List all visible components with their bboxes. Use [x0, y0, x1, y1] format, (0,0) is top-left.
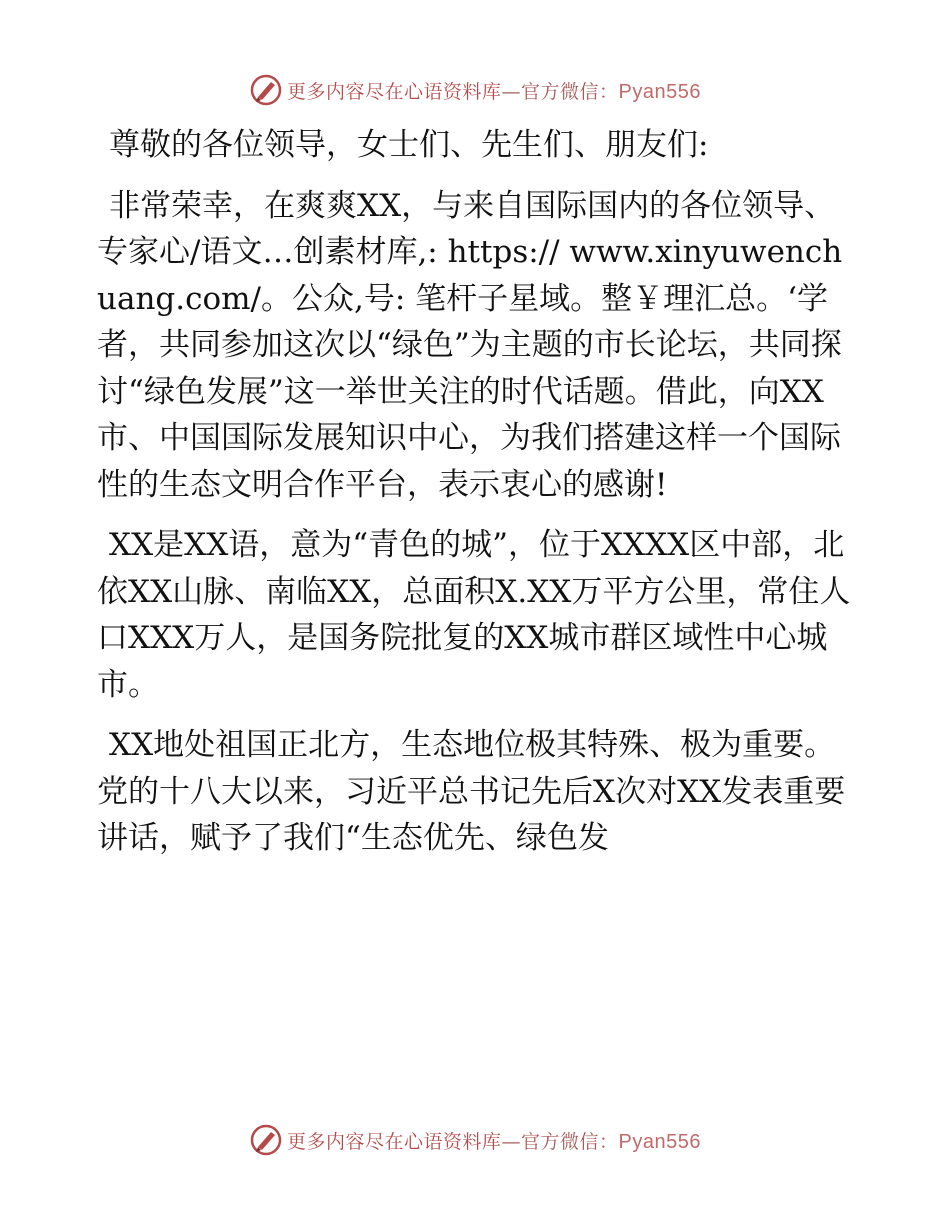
document-body [97, 122, 857, 876]
paragraph-city-intro: XX是XX语，意为“青色的城”，位于XXXX区中部，北依XX山脉、南临XX，总面积X.XX万平方公里，常住人口XXX万人，是国务院批复的XX城市群区域性中心城市。 [97, 527, 851, 703]
paragraph-greeting: 尊敬的各位领导，女士们、先生们、朋友们: [109, 127, 709, 163]
paragraph-opening: 非常荣幸，在爽爽XX，与来自国际国内的各位领导、专家心/语文…创素材库,: https:// www.xinyuwenchuang.com/。公众,号: 笔杆子星域。整￥理汇总。‘学者，共同参加这次以“绿色”为主题的市长论坛，共同探讨“绿色发展”这一举世关注的时代话题。借此，向XX市、中国国际发展知识中心，为我们搭建这样一个国际性的生态文明合作平台，表示衷心的感谢! [97, 187, 843, 503]
banner-text: 更多内容尽在心语资料库—官方微信：Pyan556 [287, 1130, 701, 1153]
pen-logo-icon [249, 73, 283, 107]
banner-text: 更多内容尽在心语资料库—官方微信：Pyan556 [287, 80, 701, 103]
pen-logo-icon [249, 1123, 283, 1157]
footer-banner [0, 1120, 950, 1160]
header-banner [0, 70, 950, 110]
paragraph-ecology: XX地处祖国正北方，生态地位极其特殊、极为重要。党的十八大以来，习近平总书记先后X次对XX发表重要讲话，赋予了我们“生态优先、绿色发 [97, 727, 846, 856]
